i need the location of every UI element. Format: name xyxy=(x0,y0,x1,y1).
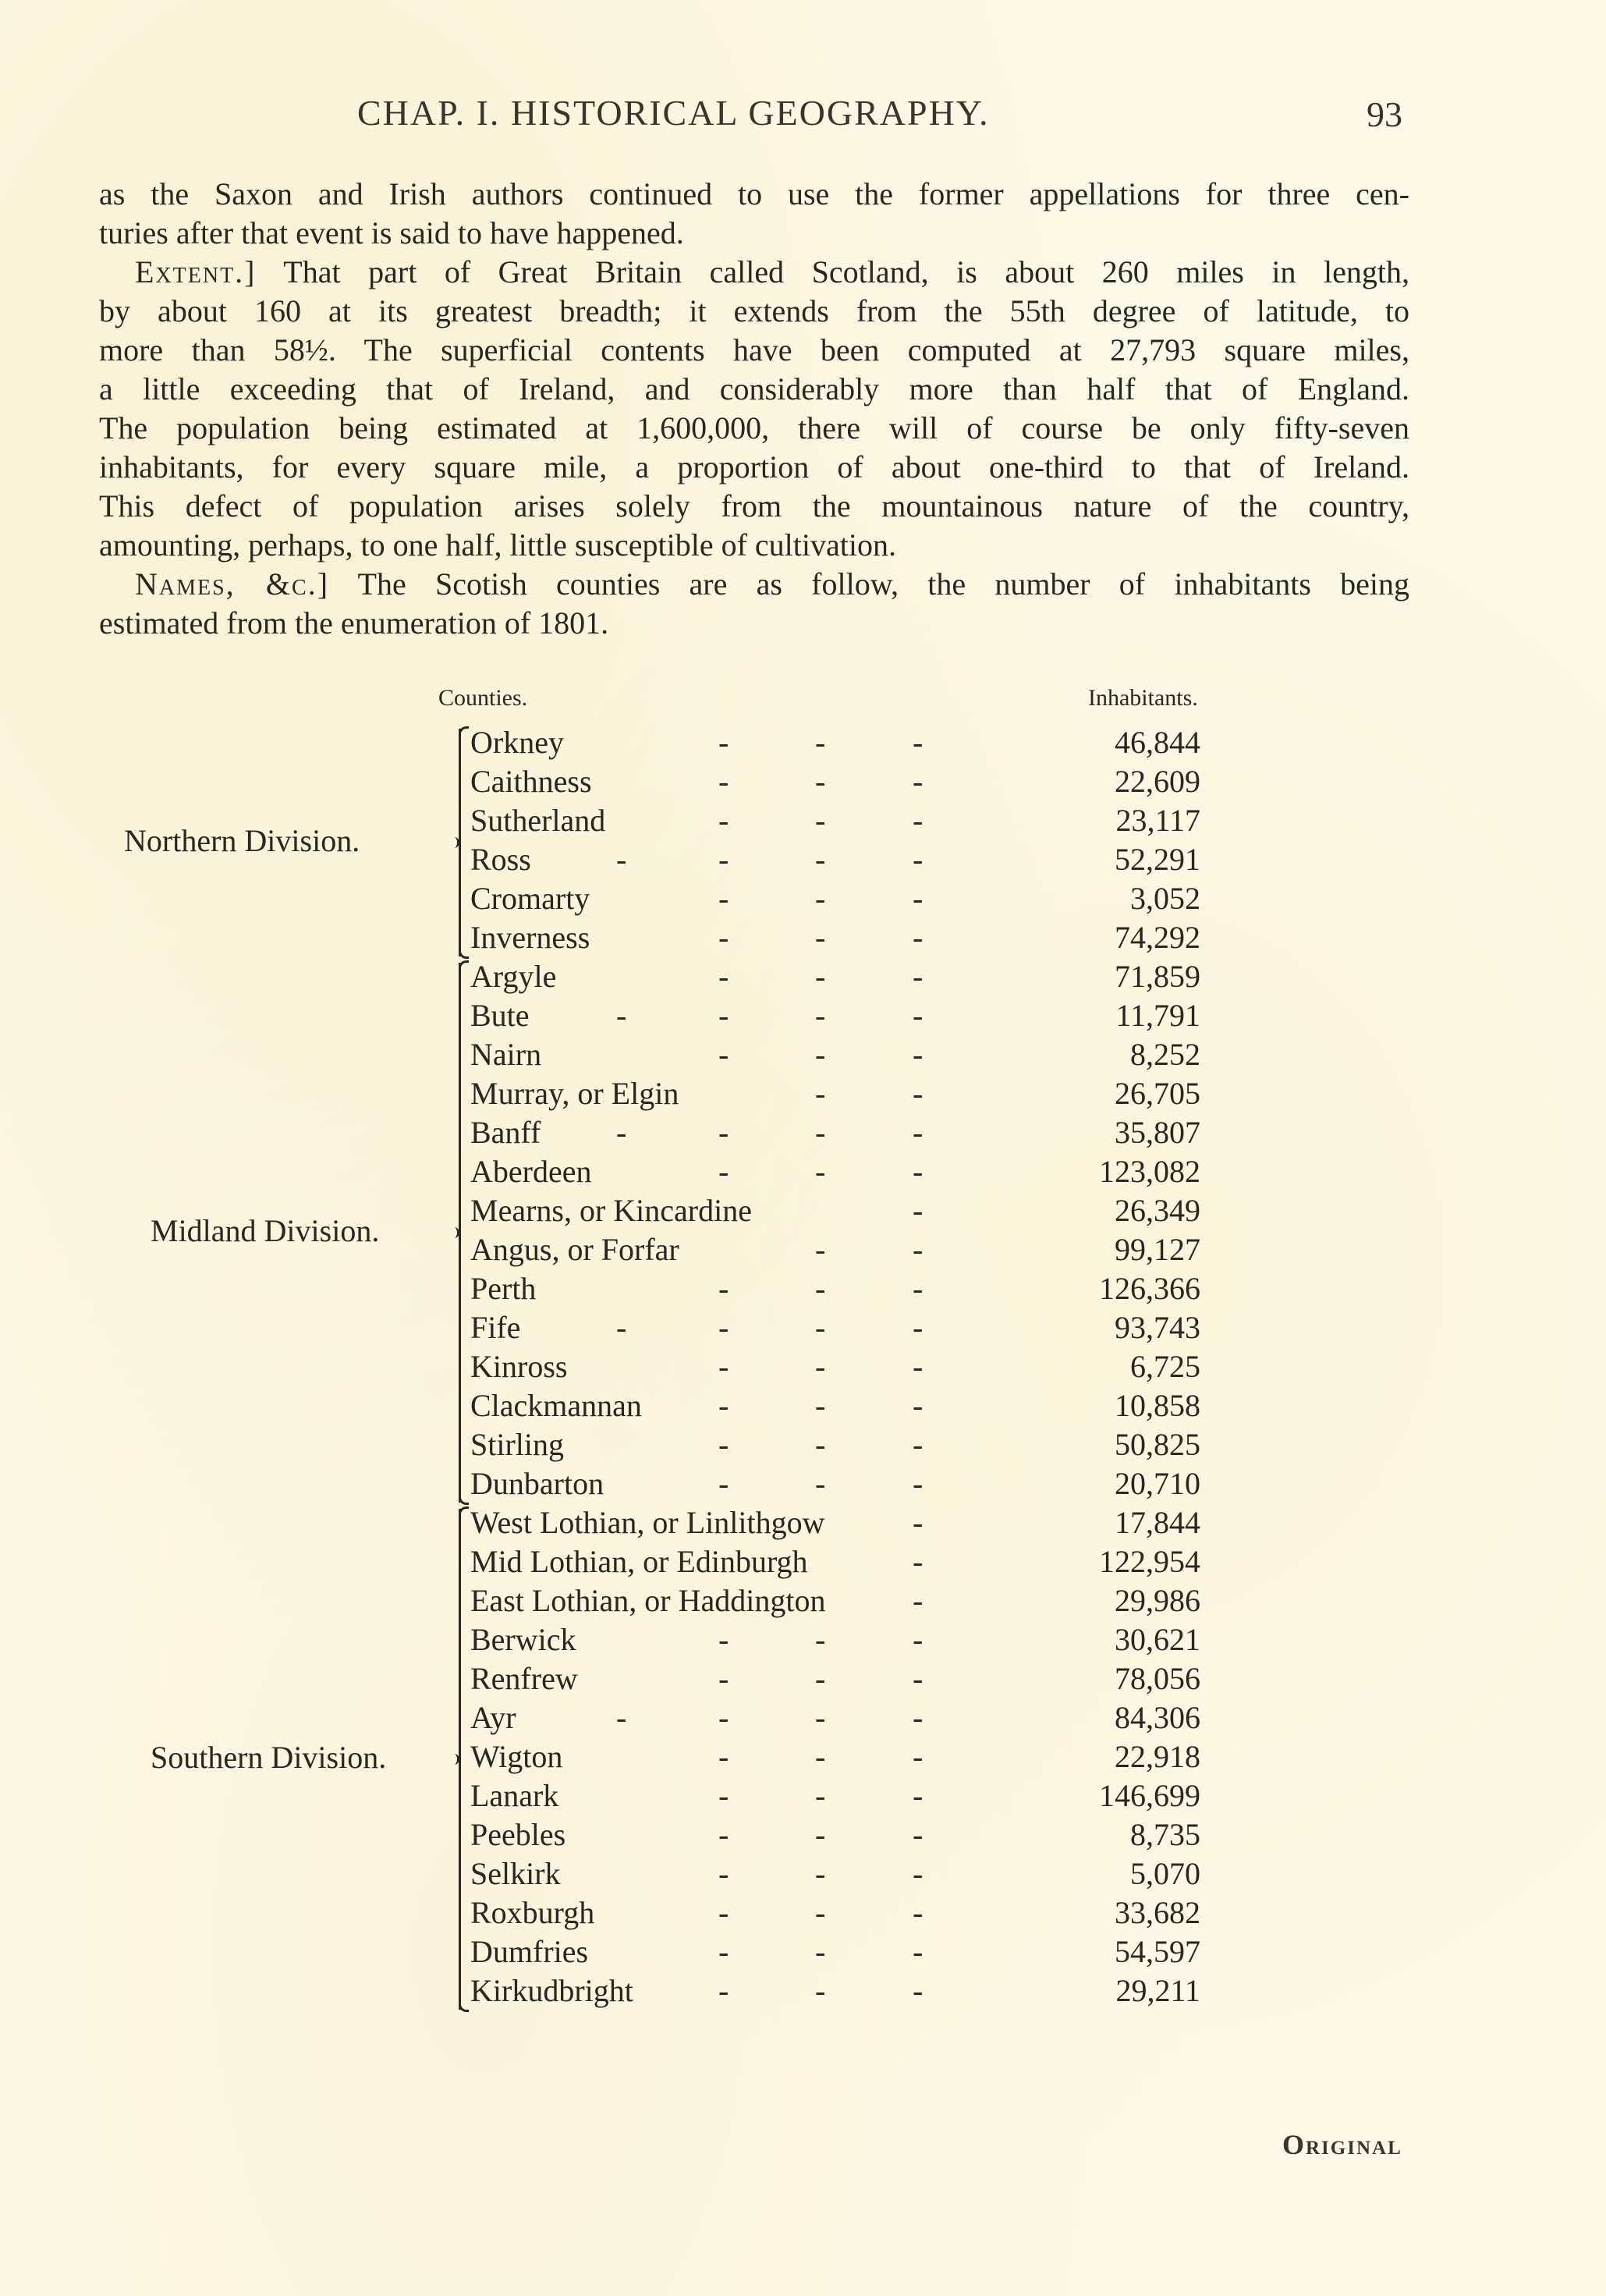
leader-dash: - xyxy=(815,1115,826,1150)
leader-dash: - xyxy=(815,1856,826,1891)
county-name: Cromarty xyxy=(470,881,590,916)
county-name: Perth xyxy=(470,1271,537,1306)
inhabitants-value: 5,070 xyxy=(1130,1856,1200,1891)
leader-dash: - xyxy=(718,1895,729,1930)
leader-dash: - xyxy=(718,1310,729,1345)
running-head: CHAP. I. HISTORICAL GEOGRAPHY. xyxy=(357,93,990,133)
body-line-text: The Scotish counties are as follow, the number of inhabitants being xyxy=(329,566,1409,602)
leader-dash: - xyxy=(718,998,729,1033)
inhabitants-value: 126,366 xyxy=(1099,1271,1200,1306)
body-text xyxy=(99,175,1409,643)
inhabitants-value: 26,349 xyxy=(1115,1193,1200,1228)
county-name: Roxburgh xyxy=(470,1895,595,1930)
leader-dash: - xyxy=(616,1700,627,1735)
inhabitants-value: 93,743 xyxy=(1115,1310,1200,1345)
catchword: Original xyxy=(1282,2129,1402,2160)
leader-dash: - xyxy=(913,1271,924,1306)
table-row xyxy=(0,1933,1606,1972)
table-row xyxy=(0,724,1606,763)
inhabitants-value: 8,252 xyxy=(1130,1037,1200,1072)
county-name: Selkirk xyxy=(470,1856,561,1891)
body-line xyxy=(99,448,1409,487)
leader-dash: - xyxy=(815,1388,826,1423)
body-line-text: as the Saxon and Irish authors continued to use the former appellations for three cen- xyxy=(99,176,1409,211)
county-name: Ayr xyxy=(470,1700,516,1735)
county-name: Wigton xyxy=(470,1739,563,1774)
leader-dash: - xyxy=(718,764,729,799)
leader-dash: - xyxy=(913,1466,924,1501)
page-number: 93 xyxy=(1367,94,1402,134)
leader-dash: - xyxy=(815,959,826,994)
county-name: Sutherland xyxy=(470,803,606,838)
table-row xyxy=(0,958,1606,997)
leader-dash: - xyxy=(718,1115,729,1150)
inhabitants-value: 17,844 xyxy=(1115,1505,1200,1540)
inhabitants-value: 3,052 xyxy=(1130,881,1200,916)
leader-dash: - xyxy=(718,920,729,955)
county-name: Kinross xyxy=(470,1349,568,1384)
leader-dash: - xyxy=(815,1700,826,1735)
leader-dash: - xyxy=(718,1349,729,1384)
leader-dash: - xyxy=(913,1817,924,1852)
county-name: Angus, or Forfar xyxy=(470,1232,679,1267)
body-line-text: estimated from the enumeration of 1801. xyxy=(99,605,609,641)
inhabitants-value: 26,705 xyxy=(1115,1076,1200,1111)
leader-dash: - xyxy=(815,920,826,955)
leader-dash: - xyxy=(815,1895,826,1930)
leader-dash: - xyxy=(815,998,826,1033)
leader-dash: - xyxy=(718,1934,729,1969)
county-name: Aberdeen xyxy=(470,1154,592,1189)
body-line-text: This defect of population arises solely from the mountainous nature of the country, xyxy=(99,488,1409,523)
leader-dash: - xyxy=(913,1193,924,1228)
inhabitants-value: 35,807 xyxy=(1115,1115,1200,1150)
inhabitants-value: 22,918 xyxy=(1115,1739,1200,1774)
table-row xyxy=(0,1699,1606,1738)
leader-dash: - xyxy=(913,803,924,838)
leader-dash: - xyxy=(913,1739,924,1774)
inhabitants-value: 29,211 xyxy=(1115,1973,1200,2008)
leader-dash: - xyxy=(913,1661,924,1696)
table-row xyxy=(0,1465,1606,1504)
leader-dash: - xyxy=(718,1427,729,1462)
inhabitants-value: 11,791 xyxy=(1115,998,1200,1033)
leader-dash: - xyxy=(718,842,729,877)
table-row xyxy=(0,1153,1606,1192)
inhabitants-value: 8,735 xyxy=(1130,1817,1200,1852)
leader-dash: - xyxy=(913,959,924,994)
leader-dash: - xyxy=(913,920,924,955)
inhabitants-value: 10,858 xyxy=(1115,1388,1200,1423)
leader-dash: - xyxy=(815,1934,826,1969)
county-name: Inverness xyxy=(470,920,590,955)
body-line xyxy=(99,526,1409,565)
leader-dash: - xyxy=(718,1466,729,1501)
leader-dash: - xyxy=(913,1154,924,1189)
body-line-text: a little exceeding that of Ireland, and considerably more than half that of England. xyxy=(99,371,1409,406)
county-name: West Lothian, or Linlithgow xyxy=(470,1505,825,1540)
body-line xyxy=(99,370,1409,409)
leader-dash: - xyxy=(718,1661,729,1696)
table-row xyxy=(0,1270,1606,1309)
leader-dash: - xyxy=(913,1037,924,1072)
leader-dash: - xyxy=(718,1037,729,1072)
leader-dash: - xyxy=(913,1973,924,2008)
leader-dash: - xyxy=(815,1973,826,2008)
leader-dash: - xyxy=(815,1310,826,1345)
leader-dash: - xyxy=(616,1310,627,1345)
body-line-text: more than 58½. The superficial contents have been computed at 27,793 square miles, xyxy=(99,332,1409,367)
county-name: Murray, or Elgin xyxy=(470,1076,679,1111)
leader-dash: - xyxy=(815,1232,826,1267)
leader-dash: - xyxy=(718,1856,729,1891)
body-line xyxy=(99,175,1409,214)
table-row xyxy=(0,1348,1606,1387)
division-label: Northern Division. xyxy=(124,823,360,858)
leader-dash: - xyxy=(815,764,826,799)
body-line-text: by about 160 at its greatest breadth; it extends from the 55th degree of latitude, to xyxy=(99,293,1409,328)
body-line-text: turies after that event is said to have happened. xyxy=(99,215,684,250)
table-row xyxy=(0,1426,1606,1465)
inhabitants-value: 146,699 xyxy=(1099,1778,1200,1813)
county-name: Caithness xyxy=(470,764,592,799)
section-label: Extent.] xyxy=(135,254,257,289)
table-row xyxy=(0,1855,1606,1894)
leader-dash: - xyxy=(718,959,729,994)
leader-dash: - xyxy=(913,1232,924,1267)
leader-dash: - xyxy=(815,803,826,838)
table-row xyxy=(0,1777,1606,1816)
county-name: Berwick xyxy=(470,1622,576,1657)
leader-dash: - xyxy=(815,1622,826,1657)
table-row xyxy=(0,1816,1606,1855)
table-row xyxy=(0,880,1606,919)
county-name: Stirling xyxy=(470,1427,565,1462)
body-line-text: inhabitants, for every square mile, a proportion of about one-third to that of Ireland. xyxy=(99,449,1409,484)
leader-dash: - xyxy=(815,1817,826,1852)
leader-dash: - xyxy=(913,1700,924,1735)
leader-dash: - xyxy=(815,842,826,877)
leader-dash: - xyxy=(718,1154,729,1189)
leader-dash: - xyxy=(616,998,627,1033)
table-row xyxy=(0,1114,1606,1153)
leader-dash: - xyxy=(913,1544,924,1579)
inhabitants-value: 23,117 xyxy=(1115,803,1200,838)
inhabitants-value: 123,082 xyxy=(1099,1154,1200,1189)
leader-dash: - xyxy=(815,1739,826,1774)
leader-dash: - xyxy=(913,1349,924,1384)
inhabitants-value: 46,844 xyxy=(1115,725,1200,760)
county-name: Nairn xyxy=(470,1037,542,1072)
inhabitants-value: 52,291 xyxy=(1115,842,1200,877)
column-header-inhabitants: Inhabitants. xyxy=(1088,685,1198,711)
leader-dash: - xyxy=(913,1115,924,1150)
body-line-text: amounting, perhaps, to one half, little susceptible of cultivation. xyxy=(99,527,896,562)
body-line xyxy=(99,253,1409,292)
table-row xyxy=(0,1387,1606,1426)
leader-dash: - xyxy=(913,1895,924,1930)
leader-dash: - xyxy=(913,1778,924,1813)
county-name: Dumfries xyxy=(470,1934,589,1969)
inhabitants-value: 33,682 xyxy=(1115,1895,1200,1930)
leader-dash: - xyxy=(913,1934,924,1969)
body-line xyxy=(99,214,1409,253)
county-name: Fife xyxy=(470,1310,521,1345)
table-row xyxy=(0,1075,1606,1114)
table-row xyxy=(0,1621,1606,1660)
leader-dash: - xyxy=(913,764,924,799)
inhabitants-value: 29,986 xyxy=(1115,1583,1200,1618)
leader-dash: - xyxy=(913,1583,924,1618)
leader-dash: - xyxy=(913,1388,924,1423)
leader-dash: - xyxy=(718,1622,729,1657)
leader-dash: - xyxy=(913,725,924,760)
leader-dash: - xyxy=(815,1037,826,1072)
inhabitants-value: 6,725 xyxy=(1130,1349,1200,1384)
leader-dash: - xyxy=(815,1466,826,1501)
county-name: Banff xyxy=(470,1115,541,1150)
leader-dash: - xyxy=(913,1856,924,1891)
body-line xyxy=(99,292,1409,331)
table-row xyxy=(0,1036,1606,1075)
body-line-text: That part of Great Britain called Scotland, is about 260 miles in length, xyxy=(256,254,1409,289)
leader-dash: - xyxy=(718,1973,729,2008)
inhabitants-value: 71,859 xyxy=(1115,959,1200,994)
leader-dash: - xyxy=(815,881,826,916)
leader-dash: - xyxy=(913,842,924,877)
body-line xyxy=(99,409,1409,448)
leader-dash: - xyxy=(718,1778,729,1813)
inhabitants-value: 74,292 xyxy=(1115,920,1200,955)
body-line xyxy=(99,565,1409,604)
county-name: Ross xyxy=(470,842,531,877)
leader-dash: - xyxy=(913,1310,924,1345)
leader-dash: - xyxy=(616,842,627,877)
leader-dash: - xyxy=(815,1778,826,1813)
leader-dash: - xyxy=(718,1271,729,1306)
table-row xyxy=(0,763,1606,802)
county-name: Mearns, or Kincardine xyxy=(470,1193,752,1228)
column-header-counties: Counties. xyxy=(438,685,528,711)
inhabitants-value: 122,954 xyxy=(1099,1544,1200,1579)
leader-dash: - xyxy=(718,1817,729,1852)
table-row xyxy=(0,919,1606,958)
inhabitants-value: 50,825 xyxy=(1115,1427,1200,1462)
inhabitants-value: 99,127 xyxy=(1115,1232,1200,1267)
county-name: Bute xyxy=(470,998,530,1033)
county-name: Lanark xyxy=(470,1778,559,1813)
body-line xyxy=(99,487,1409,526)
table-row xyxy=(0,997,1606,1036)
inhabitants-value: 78,056 xyxy=(1115,1661,1200,1696)
leader-dash: - xyxy=(913,1505,924,1540)
inhabitants-value: 20,710 xyxy=(1115,1466,1200,1501)
table-row xyxy=(0,1660,1606,1699)
division-label: Southern Division. xyxy=(151,1740,387,1775)
leader-dash: - xyxy=(718,1700,729,1735)
inhabitants-value: 54,597 xyxy=(1115,1934,1200,1969)
leader-dash: - xyxy=(815,1661,826,1696)
table-row xyxy=(0,1582,1606,1621)
county-name: Renfrew xyxy=(470,1661,578,1696)
leader-dash: - xyxy=(815,725,826,760)
county-name: Mid Lothian, or Edinburgh xyxy=(470,1544,808,1579)
leader-dash: - xyxy=(815,1154,826,1189)
body-line xyxy=(99,604,1409,643)
leader-dash: - xyxy=(718,881,729,916)
county-name: Peebles xyxy=(470,1817,566,1852)
table-row xyxy=(0,1894,1606,1933)
body-line-text: The population being estimated at 1,600,000, there will of course be only fifty-seven xyxy=(99,410,1409,445)
inhabitants-value: 22,609 xyxy=(1115,764,1200,799)
county-name: Argyle xyxy=(470,959,557,994)
division-label: Midland Division. xyxy=(151,1213,380,1248)
leader-dash: - xyxy=(718,725,729,760)
leader-dash: - xyxy=(913,1622,924,1657)
leader-dash: - xyxy=(913,881,924,916)
leader-dash: - xyxy=(913,1076,924,1111)
inhabitants-value: 30,621 xyxy=(1115,1622,1200,1657)
leader-dash: - xyxy=(718,1739,729,1774)
county-name: Clackmannan xyxy=(470,1388,642,1423)
county-name: Dunbarton xyxy=(470,1466,604,1501)
leader-dash: - xyxy=(718,803,729,838)
leader-dash: - xyxy=(815,1349,826,1384)
section-label: Names, &c.] xyxy=(135,566,330,602)
leader-dash: - xyxy=(718,1388,729,1423)
leader-dash: - xyxy=(815,1076,826,1111)
leader-dash: - xyxy=(913,1427,924,1462)
table-row xyxy=(0,1972,1606,2011)
leader-dash: - xyxy=(815,1427,826,1462)
leader-dash: - xyxy=(913,998,924,1033)
leader-dash: - xyxy=(815,1271,826,1306)
table-row xyxy=(0,1543,1606,1582)
table-row xyxy=(0,1309,1606,1348)
leader-dash: - xyxy=(616,1115,627,1150)
body-line xyxy=(99,331,1409,370)
county-name: Orkney xyxy=(470,725,564,760)
county-name: Kirkudbright xyxy=(470,1973,633,2008)
table-row xyxy=(0,1504,1606,1543)
inhabitants-value: 84,306 xyxy=(1115,1700,1200,1735)
county-name: East Lothian, or Haddington xyxy=(470,1583,826,1618)
